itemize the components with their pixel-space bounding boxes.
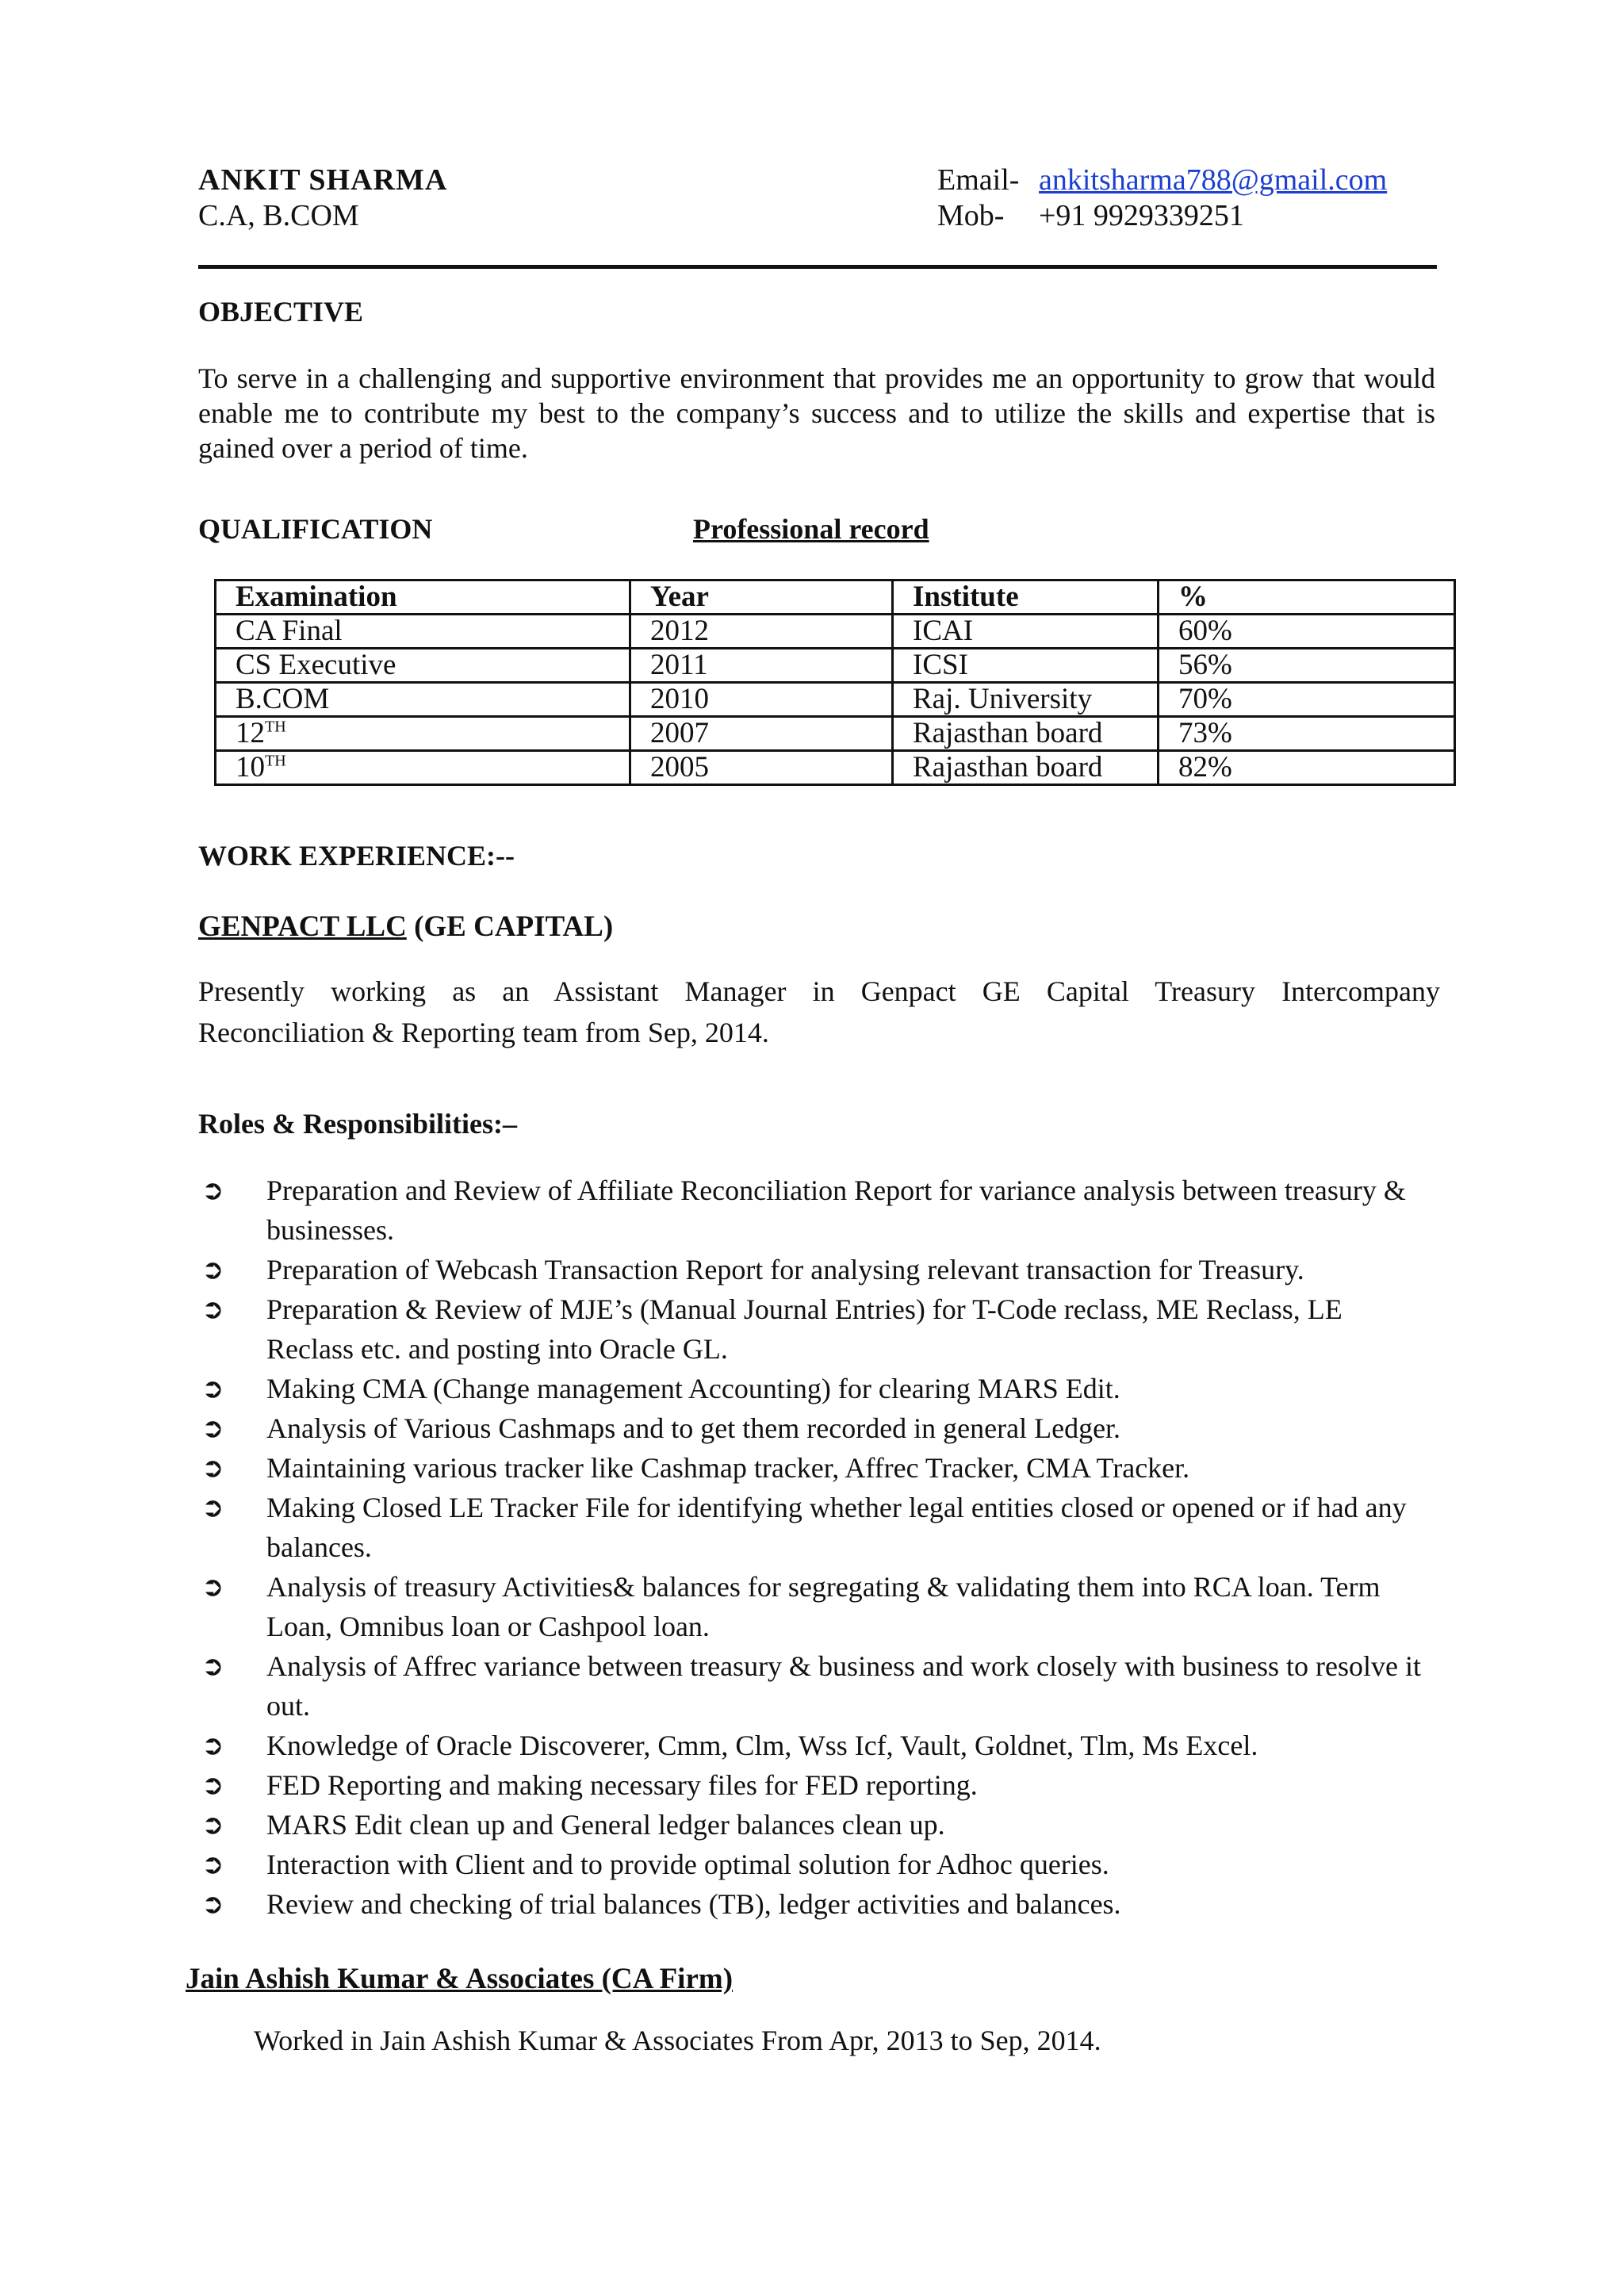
current-role-line-2: Reconciliation & Reporting team from Sep, 2014. bbox=[198, 1017, 769, 1048]
list-item bbox=[198, 1170, 1435, 1250]
responsibility-text: Making Closed LE Tracker File for identifying whether legal entities closed or opened or if had any balances. bbox=[266, 1492, 1407, 1563]
arrow-bullet-icon: ➲ bbox=[201, 1769, 224, 1801]
candidate-qualifications: C.A, B.COM bbox=[198, 199, 359, 232]
year-cell: 2005 bbox=[630, 751, 893, 785]
exam-cell: 12TH bbox=[216, 717, 630, 751]
objective-text: To serve in a challenging and supportive environment that provides me an opportunity to grow that would enable me to contribute my best to the company’s success and to utilize the skills and expertise that is gained over a period of time. bbox=[198, 362, 1435, 464]
arrow-bullet-icon: ➲ bbox=[201, 1888, 224, 1920]
list-item bbox=[198, 1289, 1435, 1369]
list-item bbox=[198, 1805, 1435, 1845]
table-header-row bbox=[216, 580, 1455, 615]
responsibilities-list bbox=[198, 1170, 1435, 1924]
company-suffix: (GE CAPITAL) bbox=[406, 910, 614, 943]
responsibility-text: FED Reporting and making necessary files for FED reporting. bbox=[266, 1769, 978, 1801]
arrow-bullet-icon: ➲ bbox=[201, 1849, 224, 1880]
responsibility-text: Analysis of Affrec variance between treasury & business and work closely with business to resolve it out. bbox=[266, 1650, 1421, 1722]
list-item bbox=[198, 1726, 1435, 1765]
email-link[interactable]: ankitsharma788@gmail.com bbox=[1039, 163, 1388, 197]
list-item bbox=[198, 1369, 1435, 1408]
table-row bbox=[216, 683, 1455, 717]
work-experience-heading: WORK EXPERIENCE:-- bbox=[198, 840, 515, 872]
responsibility-text: Preparation & Review of MJE’s (Manual Journal Entries) for T-Code reclass, ME Reclass, LE Reclass etc. and posting into Oracle GL. bbox=[266, 1293, 1342, 1365]
column-header-percent: % bbox=[1159, 580, 1455, 615]
exam-cell: 10TH bbox=[216, 751, 630, 785]
candidate-name: ANKIT SHARMA bbox=[198, 163, 448, 197]
responsibility-text: Interaction with Client and to provide optimal solution for Adhoc queries. bbox=[266, 1849, 1109, 1880]
arrow-bullet-icon: ➲ bbox=[201, 1452, 224, 1484]
company-name: GENPACT LLC bbox=[198, 910, 407, 943]
arrow-bullet-icon: ➲ bbox=[201, 1254, 224, 1285]
qualification-heading: QUALIFICATION bbox=[198, 513, 433, 545]
mobile-label: Mob- bbox=[937, 199, 1005, 232]
table-row bbox=[216, 615, 1455, 649]
list-item bbox=[198, 1646, 1435, 1726]
year-cell: 2012 bbox=[630, 615, 893, 649]
current-role-line-1: Presently working as an Assistant Manager in Genpact GE Capital Treasury Intercompany bbox=[198, 975, 1440, 1007]
company-heading bbox=[198, 910, 613, 944]
arrow-bullet-icon: ➲ bbox=[201, 1492, 224, 1523]
objective-heading: OBJECTIVE bbox=[198, 296, 364, 328]
institute-cell: Rajasthan board bbox=[893, 717, 1159, 751]
list-item bbox=[198, 1408, 1435, 1448]
arrow-bullet-icon: ➲ bbox=[201, 1809, 224, 1841]
responsibility-text: Preparation of Webcash Transaction Report for analysing relevant transaction for Treasury. bbox=[266, 1254, 1304, 1285]
responsibility-text: Making CMA (Change management Accounting) for clearing MARS Edit. bbox=[266, 1373, 1120, 1404]
table-row bbox=[216, 751, 1455, 785]
previous-firm-heading: Jain Ashish Kumar & Associates (CA Firm) bbox=[186, 1963, 733, 1995]
institute-cell: Rajasthan board bbox=[893, 751, 1159, 785]
responsibility-text: Maintaining various tracker like Cashmap tracker, Affrec Tracker, CMA Tracker. bbox=[266, 1452, 1190, 1484]
list-item bbox=[198, 1765, 1435, 1805]
arrow-bullet-icon: ➲ bbox=[201, 1373, 224, 1404]
percent-cell: 70% bbox=[1159, 683, 1455, 717]
column-header-year: Year bbox=[630, 580, 893, 615]
table-row bbox=[216, 649, 1455, 683]
year-cell: 2010 bbox=[630, 683, 893, 717]
responsibility-text: Knowledge of Oracle Discoverer, Cmm, Clm, Wss Icf, Vault, Goldnet, Tlm, Ms Excel. bbox=[266, 1730, 1258, 1761]
year-cell: 2007 bbox=[630, 717, 893, 751]
list-item bbox=[198, 1488, 1435, 1567]
arrow-bullet-icon: ➲ bbox=[201, 1293, 224, 1325]
list-item bbox=[198, 1845, 1435, 1884]
institute-cell: Raj. University bbox=[893, 683, 1159, 717]
list-item bbox=[198, 1250, 1435, 1289]
column-header-institute: Institute bbox=[893, 580, 1159, 615]
list-item bbox=[198, 1567, 1435, 1646]
year-cell: 2011 bbox=[630, 649, 893, 683]
responsibility-text: Analysis of treasury Activities& balances for segregating & validating them into RCA loan. Term Loan, Omnibus loan or Cashpool loan. bbox=[266, 1571, 1381, 1642]
responsibility-text: Review and checking of trial balances (TB), ledger activities and balances. bbox=[266, 1888, 1121, 1920]
arrow-bullet-icon: ➲ bbox=[201, 1571, 224, 1603]
percent-cell: 82% bbox=[1159, 751, 1455, 785]
current-role-description bbox=[198, 971, 1440, 1053]
responsibility-text: MARS Edit clean up and General ledger balances clean up. bbox=[266, 1809, 945, 1841]
arrow-bullet-icon: ➲ bbox=[201, 1174, 224, 1206]
professional-record-heading: Professional record bbox=[693, 513, 929, 545]
exam-cell: B.COM bbox=[216, 683, 630, 717]
header-divider bbox=[198, 265, 1437, 269]
table-row bbox=[216, 717, 1455, 751]
percent-cell: 60% bbox=[1159, 615, 1455, 649]
email-label: Email- bbox=[937, 163, 1020, 197]
mobile-number: +91 9929339251 bbox=[1039, 199, 1244, 232]
previous-firm-text: Worked in Jain Ashish Kumar & Associates From Apr, 2013 to Sep, 2014. bbox=[254, 2025, 1101, 2056]
column-header-examination: Examination bbox=[216, 580, 630, 615]
responsibility-text: Preparation and Review of Affiliate Reconciliation Report for variance analysis between treasury & businesses. bbox=[266, 1174, 1406, 1246]
responsibility-text: Analysis of Various Cashmaps and to get them recorded in general Ledger. bbox=[266, 1412, 1121, 1444]
list-item bbox=[198, 1448, 1435, 1488]
institute-cell: ICSI bbox=[893, 649, 1159, 683]
exam-cell: CS Executive bbox=[216, 649, 630, 683]
percent-cell: 73% bbox=[1159, 717, 1455, 751]
percent-cell: 56% bbox=[1159, 649, 1455, 683]
qualification-table bbox=[214, 579, 1456, 786]
institute-cell: ICAI bbox=[893, 615, 1159, 649]
exam-cell: CA Final bbox=[216, 615, 630, 649]
arrow-bullet-icon: ➲ bbox=[201, 1412, 224, 1444]
list-item bbox=[198, 1884, 1435, 1924]
arrow-bullet-icon: ➲ bbox=[201, 1650, 224, 1682]
arrow-bullet-icon: ➲ bbox=[201, 1730, 224, 1761]
roles-heading: Roles & Responsibilities:– bbox=[198, 1108, 518, 1140]
